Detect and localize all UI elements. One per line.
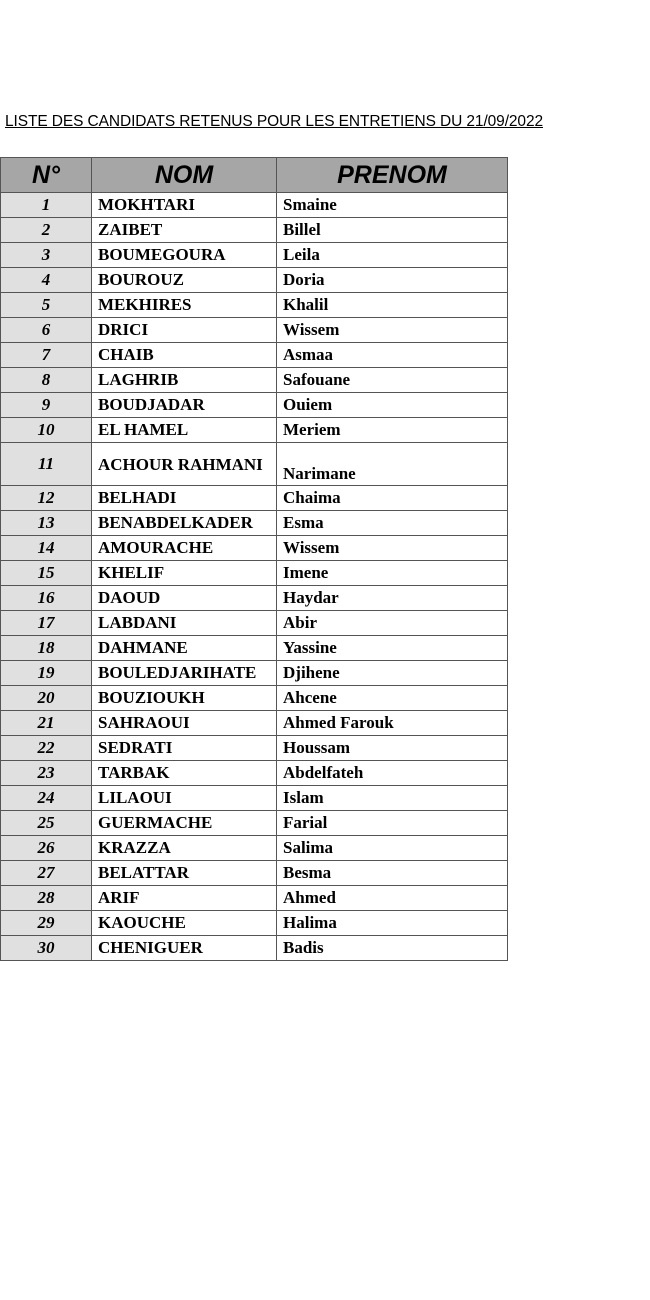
row-prenom: Wissem: [277, 318, 508, 343]
header-prenom: PRENOM: [277, 158, 508, 193]
row-number: 15: [1, 561, 92, 586]
row-nom: AMOURACHE: [92, 536, 277, 561]
row-nom: MEKHIRES: [92, 293, 277, 318]
table-row: [1, 711, 508, 736]
row-number: 17: [1, 611, 92, 636]
row-number: 19: [1, 661, 92, 686]
row-number: 28: [1, 886, 92, 911]
row-prenom: Smaine: [277, 193, 508, 218]
row-prenom: Chaima: [277, 486, 508, 511]
table-row: [1, 686, 508, 711]
table-row: [1, 318, 508, 343]
row-prenom: Ahmed Farouk: [277, 711, 508, 736]
row-prenom: Khalil: [277, 293, 508, 318]
row-number: 5: [1, 293, 92, 318]
row-prenom: Meriem: [277, 418, 508, 443]
row-nom: ZAIBET: [92, 218, 277, 243]
row-number: 7: [1, 343, 92, 368]
row-prenom: Yassine: [277, 636, 508, 661]
row-prenom: Esma: [277, 511, 508, 536]
row-number: 3: [1, 243, 92, 268]
table-row: [1, 268, 508, 293]
table-row: [1, 886, 508, 911]
row-prenom: Imene: [277, 561, 508, 586]
row-prenom: Badis: [277, 936, 508, 961]
row-number: 1: [1, 193, 92, 218]
row-nom: GUERMACHE: [92, 811, 277, 836]
table-row: [1, 636, 508, 661]
table-row: [1, 443, 508, 486]
table-row: [1, 761, 508, 786]
row-nom: ACHOUR RAHMANI: [92, 443, 277, 486]
table-header-row: [1, 158, 508, 193]
row-number: 23: [1, 761, 92, 786]
row-nom: LAGHRIB: [92, 368, 277, 393]
table-row: [1, 661, 508, 686]
table-body: [1, 193, 508, 961]
table-row: [1, 418, 508, 443]
table-row: [1, 561, 508, 586]
row-number: 27: [1, 861, 92, 886]
row-nom: BOUZIOUKH: [92, 686, 277, 711]
row-nom: DRICI: [92, 318, 277, 343]
table-row: [1, 936, 508, 961]
row-nom: CHAIB: [92, 343, 277, 368]
table-row: [1, 486, 508, 511]
row-number: 4: [1, 268, 92, 293]
row-prenom: Wissem: [277, 536, 508, 561]
row-nom: BOULEDJARIHATE: [92, 661, 277, 686]
table-row: [1, 911, 508, 936]
row-number: 21: [1, 711, 92, 736]
row-nom: BELHADI: [92, 486, 277, 511]
row-prenom: Doria: [277, 268, 508, 293]
row-number: 24: [1, 786, 92, 811]
table-row: [1, 736, 508, 761]
row-nom: SAHRAOUI: [92, 711, 277, 736]
row-number: 12: [1, 486, 92, 511]
row-nom: BENABDELKADER: [92, 511, 277, 536]
row-prenom: Salima: [277, 836, 508, 861]
table-row: [1, 586, 508, 611]
row-prenom: Billel: [277, 218, 508, 243]
row-prenom: Ouiem: [277, 393, 508, 418]
row-prenom: Djihene: [277, 661, 508, 686]
row-number: 20: [1, 686, 92, 711]
row-nom: DAHMANE: [92, 636, 277, 661]
row-nom: MOKHTARI: [92, 193, 277, 218]
candidates-table: [0, 157, 508, 961]
table-row: [1, 393, 508, 418]
table-row: [1, 811, 508, 836]
document-title: LISTE DES CANDIDATS RETENUS POUR LES ENTRETIENS DU 21/09/2022: [5, 113, 543, 130]
row-prenom: Houssam: [277, 736, 508, 761]
row-number: 11: [1, 443, 92, 486]
row-nom: BOUMEGOURA: [92, 243, 277, 268]
row-number: 8: [1, 368, 92, 393]
row-number: 16: [1, 586, 92, 611]
row-prenom: Abir: [277, 611, 508, 636]
table-row: [1, 368, 508, 393]
row-number: 22: [1, 736, 92, 761]
row-prenom: Islam: [277, 786, 508, 811]
row-nom: KAOUCHE: [92, 911, 277, 936]
row-prenom: Besma: [277, 861, 508, 886]
row-number: 30: [1, 936, 92, 961]
row-number: 14: [1, 536, 92, 561]
row-number: 10: [1, 418, 92, 443]
table-row: [1, 536, 508, 561]
row-nom: LILAOUI: [92, 786, 277, 811]
row-number: 25: [1, 811, 92, 836]
row-nom: LABDANI: [92, 611, 277, 636]
row-nom: CHENIGUER: [92, 936, 277, 961]
header-nom: NOM: [92, 158, 277, 193]
row-nom: BELATTAR: [92, 861, 277, 886]
row-nom: ARIF: [92, 886, 277, 911]
row-prenom: Haydar: [277, 586, 508, 611]
table-row: [1, 293, 508, 318]
row-number: 29: [1, 911, 92, 936]
table-row: [1, 218, 508, 243]
table-row: [1, 786, 508, 811]
row-number: 18: [1, 636, 92, 661]
table-row: [1, 243, 508, 268]
table-row: [1, 193, 508, 218]
row-nom: BOUROUZ: [92, 268, 277, 293]
row-nom: KHELIF: [92, 561, 277, 586]
row-prenom: Safouane: [277, 368, 508, 393]
row-prenom: Ahmed: [277, 886, 508, 911]
table-row: [1, 836, 508, 861]
row-number: 2: [1, 218, 92, 243]
row-number: 13: [1, 511, 92, 536]
row-nom: TARBAK: [92, 761, 277, 786]
row-prenom: Asmaa: [277, 343, 508, 368]
header-num: N°: [1, 158, 92, 193]
row-number: 26: [1, 836, 92, 861]
row-nom: DAOUD: [92, 586, 277, 611]
row-prenom: Abdelfateh: [277, 761, 508, 786]
row-number: 6: [1, 318, 92, 343]
table-row: [1, 611, 508, 636]
row-prenom: Halima: [277, 911, 508, 936]
row-nom: KRAZZA: [92, 836, 277, 861]
row-number: 9: [1, 393, 92, 418]
table-row: [1, 861, 508, 886]
table-row: [1, 511, 508, 536]
row-nom: EL HAMEL: [92, 418, 277, 443]
row-prenom: Ahcene: [277, 686, 508, 711]
row-prenom: Narimane: [277, 443, 508, 486]
row-prenom: Leila: [277, 243, 508, 268]
row-prenom: Farial: [277, 811, 508, 836]
row-nom: BOUDJADAR: [92, 393, 277, 418]
row-nom: SEDRATI: [92, 736, 277, 761]
table-row: [1, 343, 508, 368]
